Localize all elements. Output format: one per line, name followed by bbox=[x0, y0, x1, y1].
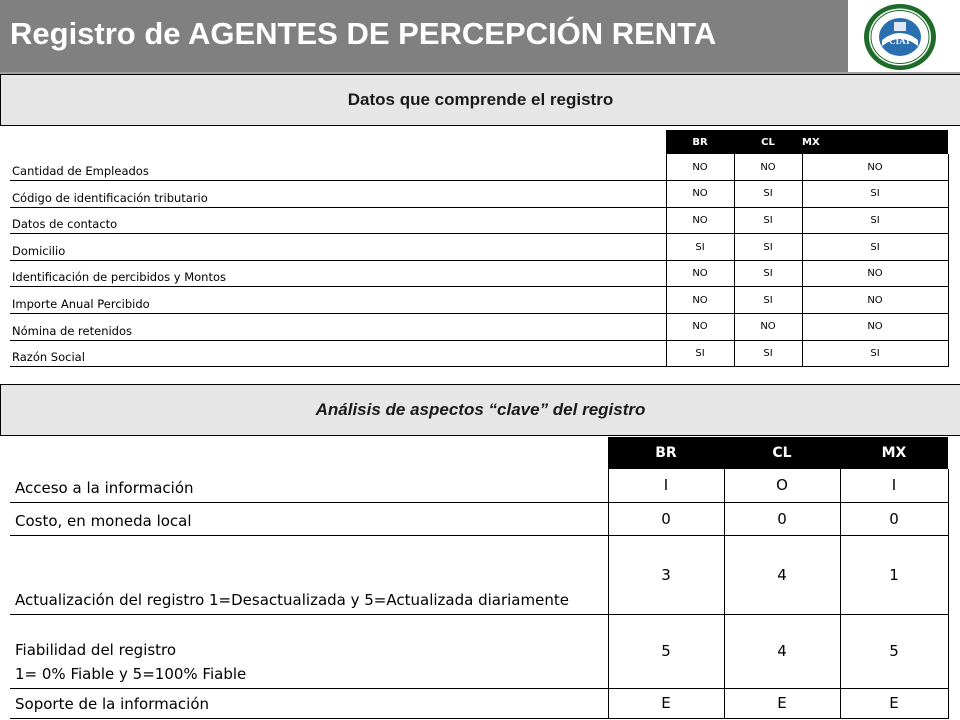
row-label: Fiabilidad del registro 1= 0% Fiable y 5=100% Fiable bbox=[10, 614, 608, 688]
header-blank-cell bbox=[10, 130, 666, 154]
value-mx: SI bbox=[802, 234, 948, 261]
title-bar bbox=[0, 0, 848, 72]
value-mx: 0 bbox=[840, 502, 948, 535]
row-label: Código de identificación tributario bbox=[10, 181, 666, 208]
value-cl: NO bbox=[734, 154, 802, 181]
section-title: Datos que comprende el registro bbox=[347, 90, 614, 109]
value-cl: SI bbox=[734, 181, 802, 208]
value-br: NO bbox=[666, 260, 734, 287]
table-header-row bbox=[10, 130, 948, 154]
table-row bbox=[10, 181, 948, 208]
table-row bbox=[10, 469, 948, 502]
value-cl: E bbox=[724, 688, 840, 718]
value-cl: 4 bbox=[724, 614, 840, 688]
table-row bbox=[10, 340, 948, 367]
value-mx: NO bbox=[802, 314, 948, 341]
table-row bbox=[10, 260, 948, 287]
value-mx: SI bbox=[802, 340, 948, 367]
table-row bbox=[10, 502, 948, 535]
row-label: Datos de contacto bbox=[10, 207, 666, 234]
section-header-analisis bbox=[0, 384, 960, 436]
column-header-cl: CL bbox=[734, 130, 802, 154]
logo-text: CIAT bbox=[889, 36, 911, 46]
row-label: Soporte de la información bbox=[10, 688, 608, 718]
row-label: Identificación de percibidos y Montos bbox=[10, 260, 666, 287]
value-br: 0 bbox=[608, 502, 724, 535]
value-mx: SI bbox=[802, 207, 948, 234]
header-blank-cell bbox=[10, 437, 608, 469]
value-mx: NO bbox=[802, 154, 948, 181]
value-br: E bbox=[608, 688, 724, 718]
row-label: Nómina de retenidos bbox=[10, 314, 666, 341]
column-header-cl: CL bbox=[724, 437, 840, 469]
row-label: Actualización del registro 1=Desactualizada y 5=Actualizada diariamente bbox=[10, 535, 608, 614]
value-cl: SI bbox=[734, 260, 802, 287]
value-br: NO bbox=[666, 207, 734, 234]
table-row bbox=[10, 287, 948, 314]
value-br: 5 bbox=[608, 614, 724, 688]
table-header-row bbox=[10, 437, 948, 469]
value-mx: NO bbox=[802, 287, 948, 314]
value-mx: NO bbox=[802, 260, 948, 287]
row-label: Costo, en moneda local bbox=[10, 502, 608, 535]
value-mx: E bbox=[840, 688, 948, 718]
value-br: 3 bbox=[608, 535, 724, 614]
page-title: Registro de AGENTES DE PERCEPCIÓN RENTA bbox=[10, 16, 717, 51]
value-br: NO bbox=[666, 181, 734, 208]
value-cl: 4 bbox=[724, 535, 840, 614]
section-header-datos bbox=[0, 74, 960, 126]
table-row bbox=[10, 535, 948, 614]
table-row bbox=[10, 614, 948, 688]
table-row bbox=[10, 314, 948, 341]
row-label: Cantidad de Empleados bbox=[10, 154, 666, 181]
value-cl: NO bbox=[734, 314, 802, 341]
ciat-logo bbox=[862, 2, 938, 72]
row-label: Acceso a la información bbox=[10, 469, 608, 502]
value-cl: SI bbox=[734, 287, 802, 314]
value-br: NO bbox=[666, 154, 734, 181]
value-cl: O bbox=[724, 469, 840, 502]
table-row bbox=[10, 688, 948, 718]
table-row bbox=[10, 207, 948, 234]
value-mx: SI bbox=[802, 181, 948, 208]
data-fields-table bbox=[10, 130, 949, 367]
value-br: NO bbox=[666, 287, 734, 314]
row-label: Razón Social bbox=[10, 340, 666, 367]
value-mx: 1 bbox=[840, 535, 948, 614]
value-br: I bbox=[608, 469, 724, 502]
table-row bbox=[10, 154, 948, 181]
column-header-mx: MX bbox=[840, 437, 948, 469]
value-cl: SI bbox=[734, 207, 802, 234]
value-br: SI bbox=[666, 340, 734, 367]
value-mx: I bbox=[840, 469, 948, 502]
value-mx: 5 bbox=[840, 614, 948, 688]
value-br: NO bbox=[666, 314, 734, 341]
key-aspects-table bbox=[10, 437, 949, 719]
column-header-br: BR bbox=[608, 437, 724, 469]
column-header-br: BR bbox=[666, 130, 734, 154]
section-title: Análisis de aspectos “clave” del registro bbox=[315, 400, 646, 419]
row-label: Importe Anual Percibido bbox=[10, 287, 666, 314]
value-cl: 0 bbox=[724, 502, 840, 535]
value-cl: SI bbox=[734, 234, 802, 261]
value-br: SI bbox=[666, 234, 734, 261]
column-header-mx: MX bbox=[802, 130, 948, 154]
value-cl: SI bbox=[734, 340, 802, 367]
table-row bbox=[10, 234, 948, 261]
row-label: Domicilio bbox=[10, 234, 666, 261]
